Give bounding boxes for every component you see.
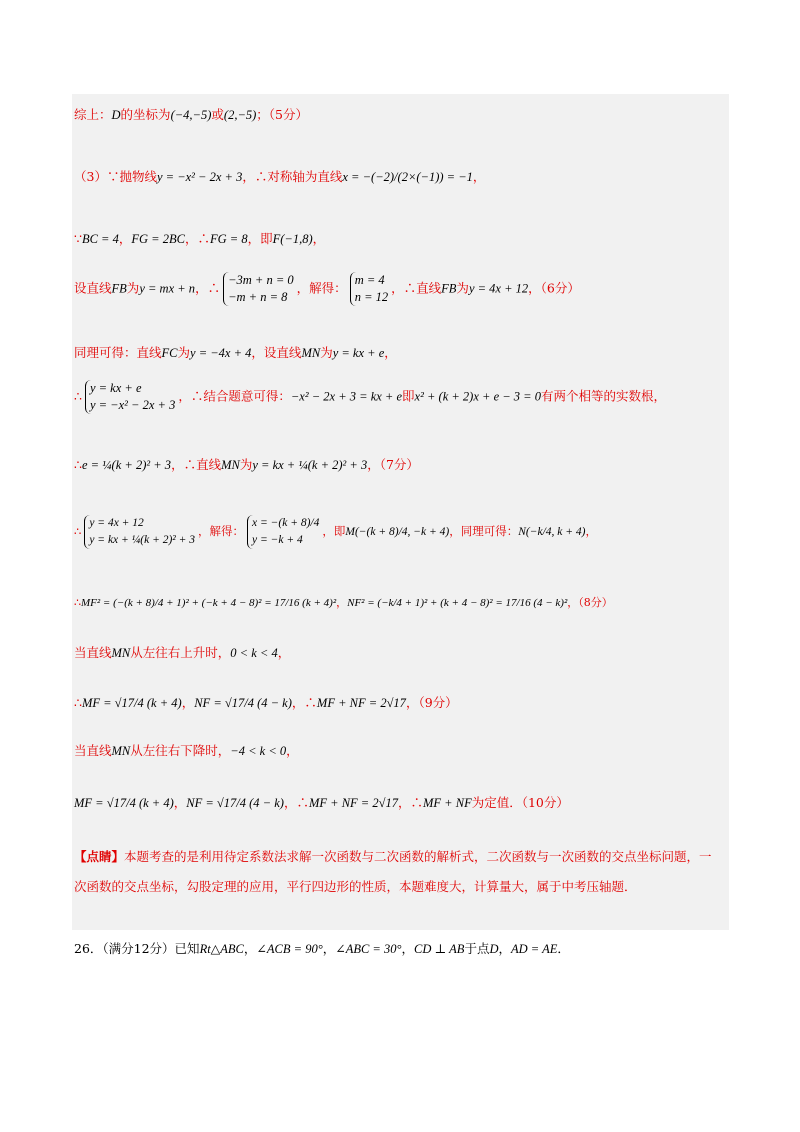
- math: Rt△ABC: [199, 942, 244, 956]
- math: −4 < k < 0: [230, 744, 287, 758]
- text: 综上：: [74, 107, 112, 122]
- solution-line-2: [74, 168, 485, 186]
- math: MF² = (−(k + 8)/4 + 1)² + (−k + 4 − 8)² = 17/16 (k + 4)²: [81, 597, 337, 609]
- math: x = −(k + 8)/4: [252, 517, 320, 529]
- math: y = kx + e: [332, 346, 385, 360]
- text: 当直线: [74, 743, 112, 758]
- text: ，: [286, 743, 299, 758]
- text: ，∴直线: [171, 457, 222, 472]
- text: ∴: [74, 457, 82, 472]
- solution-line-8: [74, 515, 597, 549]
- text: ，同理可得：: [449, 524, 519, 538]
- math: −3m + n = 0: [228, 273, 294, 287]
- math: y = kx + e: [89, 381, 142, 395]
- question-number: 26．（满分12分）已知: [74, 941, 200, 956]
- solution-line-10: [74, 644, 290, 662]
- text: 当直线: [74, 645, 112, 660]
- text: ，∴结合题意可得：: [178, 388, 291, 404]
- math: N(−k/4, k + 4): [518, 526, 586, 538]
- text: ，: [277, 645, 291, 660]
- text: ∴: [74, 596, 81, 609]
- math: CD ⊥ AB: [414, 942, 465, 956]
- score: ，（7分）: [367, 457, 419, 472]
- solution-system: [350, 272, 388, 306]
- solution-line-1: [74, 106, 308, 124]
- comment-text: 本题考查的是利用待定系数法求解一次函数与二次函数的解析式，二次函数与一次函数的交点坐标问题，一次函数的交点坐标，勾股定理的应用，平行四边形的性质，本题难度大，计算量大，属于中考压轴题．: [74, 849, 712, 894]
- text: ，∴直线: [391, 280, 442, 296]
- text: ，∴对称轴为直线: [242, 169, 343, 184]
- math: m = 4: [354, 273, 385, 287]
- text: ∵: [74, 231, 82, 246]
- text: ，∴: [184, 231, 210, 246]
- comment-block: [74, 842, 724, 902]
- solution-line-5: [74, 344, 397, 362]
- text: 的坐标为: [120, 107, 171, 122]
- math: (2,−5): [223, 108, 257, 122]
- math: MN: [221, 458, 240, 472]
- math: NF² = (−k/4 + 1)² + (k + 4 − 8)² = 17/16 (4 − k)²: [347, 597, 568, 609]
- math: y = −x² − 2x + 3: [156, 170, 243, 184]
- math: FG = 8: [209, 232, 248, 246]
- text: ，∴: [283, 795, 309, 810]
- text: ，: [585, 524, 597, 538]
- math: NF = √17/4 (4 − k): [194, 696, 292, 710]
- solution-line-4: [74, 272, 580, 306]
- text: 有两个相等的实数根，: [541, 388, 667, 404]
- math: ∠ABC = 30°: [335, 942, 402, 956]
- comment-tag: 【点睛】: [74, 849, 125, 864]
- math: 0 < k < 4: [230, 646, 278, 660]
- math: y = kx + ¼(k + 2)² + 3: [89, 534, 196, 546]
- math: e = ¼(k + 2)² + 3: [81, 458, 172, 472]
- text: ．: [557, 941, 570, 956]
- math: FG = 2BC: [131, 232, 185, 246]
- math: y = kx + ¼(k + 2)² + 3: [252, 458, 368, 472]
- text: ∴: [74, 695, 82, 710]
- math: MF = √17/4 (k + 4): [81, 696, 182, 710]
- text: ，: [173, 795, 187, 810]
- math: MN: [301, 346, 321, 360]
- score: ，（6分）: [528, 280, 580, 296]
- math: AD = AE: [511, 942, 558, 956]
- math: ∠ACB = 90°: [256, 942, 323, 956]
- math: BC = 4: [81, 232, 119, 246]
- text: ，∴: [397, 795, 423, 810]
- equation-system: [223, 272, 294, 306]
- question-26: [74, 940, 570, 958]
- text: 或: [211, 107, 224, 122]
- math: y = 4x + 12: [89, 517, 144, 529]
- text: ，: [384, 345, 397, 360]
- math: D: [111, 108, 121, 122]
- text: ，: [336, 596, 348, 609]
- solution-line-11: [74, 694, 458, 712]
- math: FB: [111, 281, 127, 296]
- math: MN: [111, 744, 131, 758]
- text: ，: [472, 169, 486, 184]
- math: y = −x² − 2x + 3: [89, 398, 176, 412]
- text: 设直线: [74, 280, 112, 296]
- text: 为: [320, 345, 333, 360]
- text: ，∴: [291, 695, 317, 710]
- solution-line-9: [74, 594, 613, 612]
- text: 同理可得：直线: [74, 345, 162, 360]
- text: 为: [456, 280, 469, 296]
- text: 从左往右上升时，: [130, 645, 231, 660]
- math: x² + (k + 2)x + e − 3 = 0: [414, 389, 541, 404]
- math: −m + n = 8: [228, 290, 288, 304]
- text: ，: [498, 941, 511, 956]
- text: ，: [401, 941, 415, 956]
- score: ；（5分）: [256, 107, 308, 122]
- equation-system: [85, 380, 175, 414]
- math: y = −k + 4: [252, 534, 303, 546]
- solution-line-7: [74, 456, 419, 474]
- text: 于点: [464, 941, 490, 956]
- equation-system: [84, 515, 195, 549]
- text: ，即: [247, 231, 273, 246]
- text: 为: [126, 280, 140, 296]
- math: y = −4x + 4: [190, 346, 252, 360]
- text: 即: [402, 388, 415, 404]
- math: D: [489, 942, 499, 956]
- math: M(−(k + 8)/4, −k + 4): [345, 526, 450, 538]
- text: ，: [181, 695, 195, 710]
- text: ，: [322, 941, 336, 956]
- text: ，∴: [195, 280, 221, 296]
- math: FB: [441, 281, 457, 296]
- score: ，（8分）: [567, 596, 613, 609]
- text: 为定值．（10分）: [471, 795, 569, 810]
- math: NF = √17/4 (4 − k): [186, 796, 284, 810]
- text: ，: [243, 941, 257, 956]
- solution-line-6: [74, 380, 666, 414]
- text: ∴: [74, 524, 82, 538]
- text: ，解得：: [198, 524, 245, 538]
- text: 为: [239, 457, 253, 472]
- text: 从左往右下降时，: [130, 743, 231, 758]
- solution-line-12: [74, 742, 299, 760]
- score: ，（9分）: [405, 695, 458, 710]
- solution-system: [247, 515, 319, 549]
- math: MF + NF = 2√17: [316, 696, 406, 710]
- text: ，: [118, 231, 132, 246]
- math: MF + NF = 2√17: [308, 796, 398, 810]
- text: ，设直线: [251, 345, 302, 360]
- text: （3）∵抛物线: [74, 169, 157, 184]
- math: x = −(−2)/(2×(−1)) = −1: [342, 170, 473, 184]
- math: y = 4x + 12: [468, 281, 529, 296]
- text: 为: [177, 345, 191, 360]
- text: ，即: [322, 524, 346, 538]
- text: ∴: [74, 388, 82, 404]
- math: MN: [111, 646, 131, 660]
- text: ，: [312, 231, 326, 246]
- math: MF + NF: [423, 796, 472, 810]
- text: ，解得：: [296, 280, 347, 296]
- solution-line-13: [74, 794, 569, 812]
- math: (−4,−5): [170, 108, 212, 122]
- math: F(−1,8): [272, 232, 313, 246]
- solution-line-3: [74, 230, 325, 248]
- math: −x² − 2x + 3 = kx + e: [290, 389, 403, 404]
- math: MF = √17/4 (k + 4): [74, 796, 174, 810]
- math: y = mx + n: [139, 281, 196, 296]
- math: FC: [161, 346, 178, 360]
- math: n = 12: [354, 290, 389, 304]
